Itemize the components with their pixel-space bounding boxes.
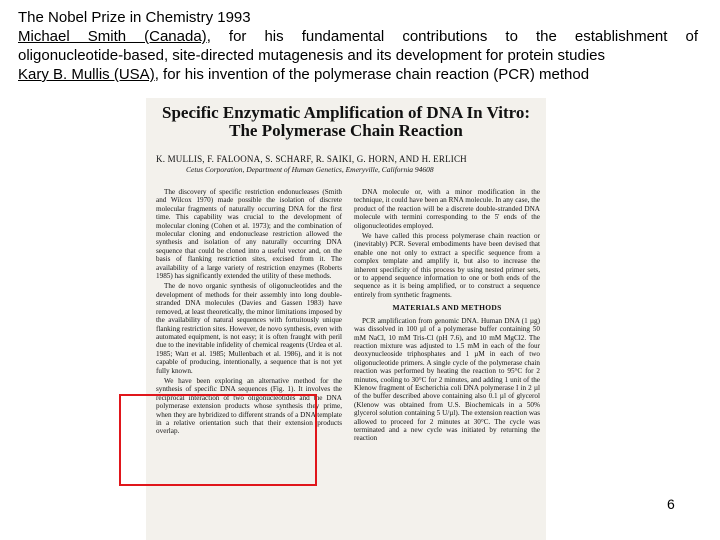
slide-header <box>18 8 698 84</box>
paper-title-line-1: Specific Enzymatic Amplification of DNA In Vitro: <box>162 103 530 122</box>
paper-affiliation: Cetus Corporation, Department of Human Genetics, Emeryville, California 94608 <box>186 165 434 174</box>
header-title: The Nobel Prize in Chemistry 1993 <box>18 9 251 26</box>
paragraph: We have been exploring an alternative method for the synthesis of specific DNA sequences (Fig. 1). It involves the reciprocal interaction of two oligonucleotides and the DNA polymerase extension products whose synthesis they prime, when they are hybridized to different strands of a DNA template in a relative orientation such that their extension products overlap. <box>156 376 342 436</box>
paragraph: The de novo organic synthesis of oligonucleotides and the development of methods for their assembly into long double-stranded DNA molecules (Davies and Gassen 1983) have removed, at least theoretically, the minor limitations imposed by the availability of natural sequences with fortuitously unique flanking restriction sites. However, de novo synthesis, even with automated equipment, is not easy; it is often fraught with peril due to the inevitable infidelity of chemical reagents (Urdea et al. 1985; Watt et al. 1985; Mullenbach et al. 1986), and it is not capable of producing, intentionally, a sequence that is not yet fully known. <box>156 282 342 375</box>
laureate-2-citation: , for his invention of the polymerase chain reaction (PCR) method <box>154 66 590 83</box>
laureate-2-name: Kary B. Mullis (USA) <box>18 66 155 83</box>
paper-title-line-2: The Polymerase Chain Reaction <box>229 121 463 140</box>
section-heading: MATERIALS AND METHODS <box>392 303 502 313</box>
header-laureate-1 <box>18 27 698 46</box>
laureate-1-citation: , for his fundamental contributions to the establishment of <box>206 28 699 45</box>
header-laureate-1-cont: oligonucleotide-based, site-directed mutagenesis and its development for protein studies <box>18 47 606 64</box>
paper-title <box>146 104 546 140</box>
header-laureate-2 <box>18 65 698 84</box>
paragraph: The discovery of specific restriction endonucleases (Smith and Wilcox 1970) made possible the isolation of discrete molecular fragments of naturally occurring DNA for the first time. This capability was crucial to the development of molecular cloning (Cohen et al. 1973); and the combination of molecular cloning and endonuclease restriction allowed the synthesis and isolation of any naturally occurring DNA sequence that could be cloned into a useful vector and, on the basis of flanking restriction sites, excised from it. The availability of a large variety of restriction enzymes (Roberts 1985) has significantly extended the utility of these methods. <box>156 188 342 281</box>
paragraph: We have called this process polymerase chain reaction or (inevitably) PCR. Several embodiments have been devised that enable one not only to extract a specific sequence from a complex template and amplify it, but also to increase the inherent specificity of this process by using nested primer sets, or to append sequence information to one or both ends of the sequence as it is being amplified, or to construct a sequence entirely from synthetic fragments. <box>354 232 540 299</box>
paragraph: DNA molecule or, with a minor modification in the technique, it could have been an RNA molecule. In any case, the product of the reaction will be a discrete double-stranded DNA molecule with termini corresponding to the 5' ends of the oligonucleotides employed. <box>354 188 540 230</box>
paragraph: PCR amplification from genomic DNA. Human DNA (1 µg) was dissolved in 100 µl of a polymerase buffer containing 50 mM NaCl, 10 mM Tris-Cl (pH 7.6), and 10 mM MgCl2. The reaction mixture was adjusted to 1.5 mM in each of the four deoxynucleoside triphosphates and 1 µM in each of two oligonucleotide primers. A single cycle of the polymerase chain reaction was performed by heating the reaction to 95°C for 2 minutes, cooling to 30°C for 2 minutes, and adding 1 unit of the Klenow fragment of Escherichia coli DNA polymerase I in 2 µl of the buffer described above containing also 0.1 µl of glycerol (Klenow was obtained from U.S. Biochemicals in a 50% glycerol solution containing 5 U/µl). The extension reaction was allowed to proceed for 2 minutes at 30°C. The cycle was terminated and a new cycle was initiated by returning the reaction <box>354 316 540 443</box>
laureate-1-name: Michael Smith (Canada) <box>18 28 207 45</box>
highlight-box <box>119 394 317 486</box>
paper-authors: K. MULLIS, F. FALOONA, S. SCHARF, R. SAIKI, G. HORN, AND H. ERLICH <box>156 154 467 164</box>
page-number: 6 <box>667 496 675 512</box>
paper-column-right <box>354 188 540 445</box>
